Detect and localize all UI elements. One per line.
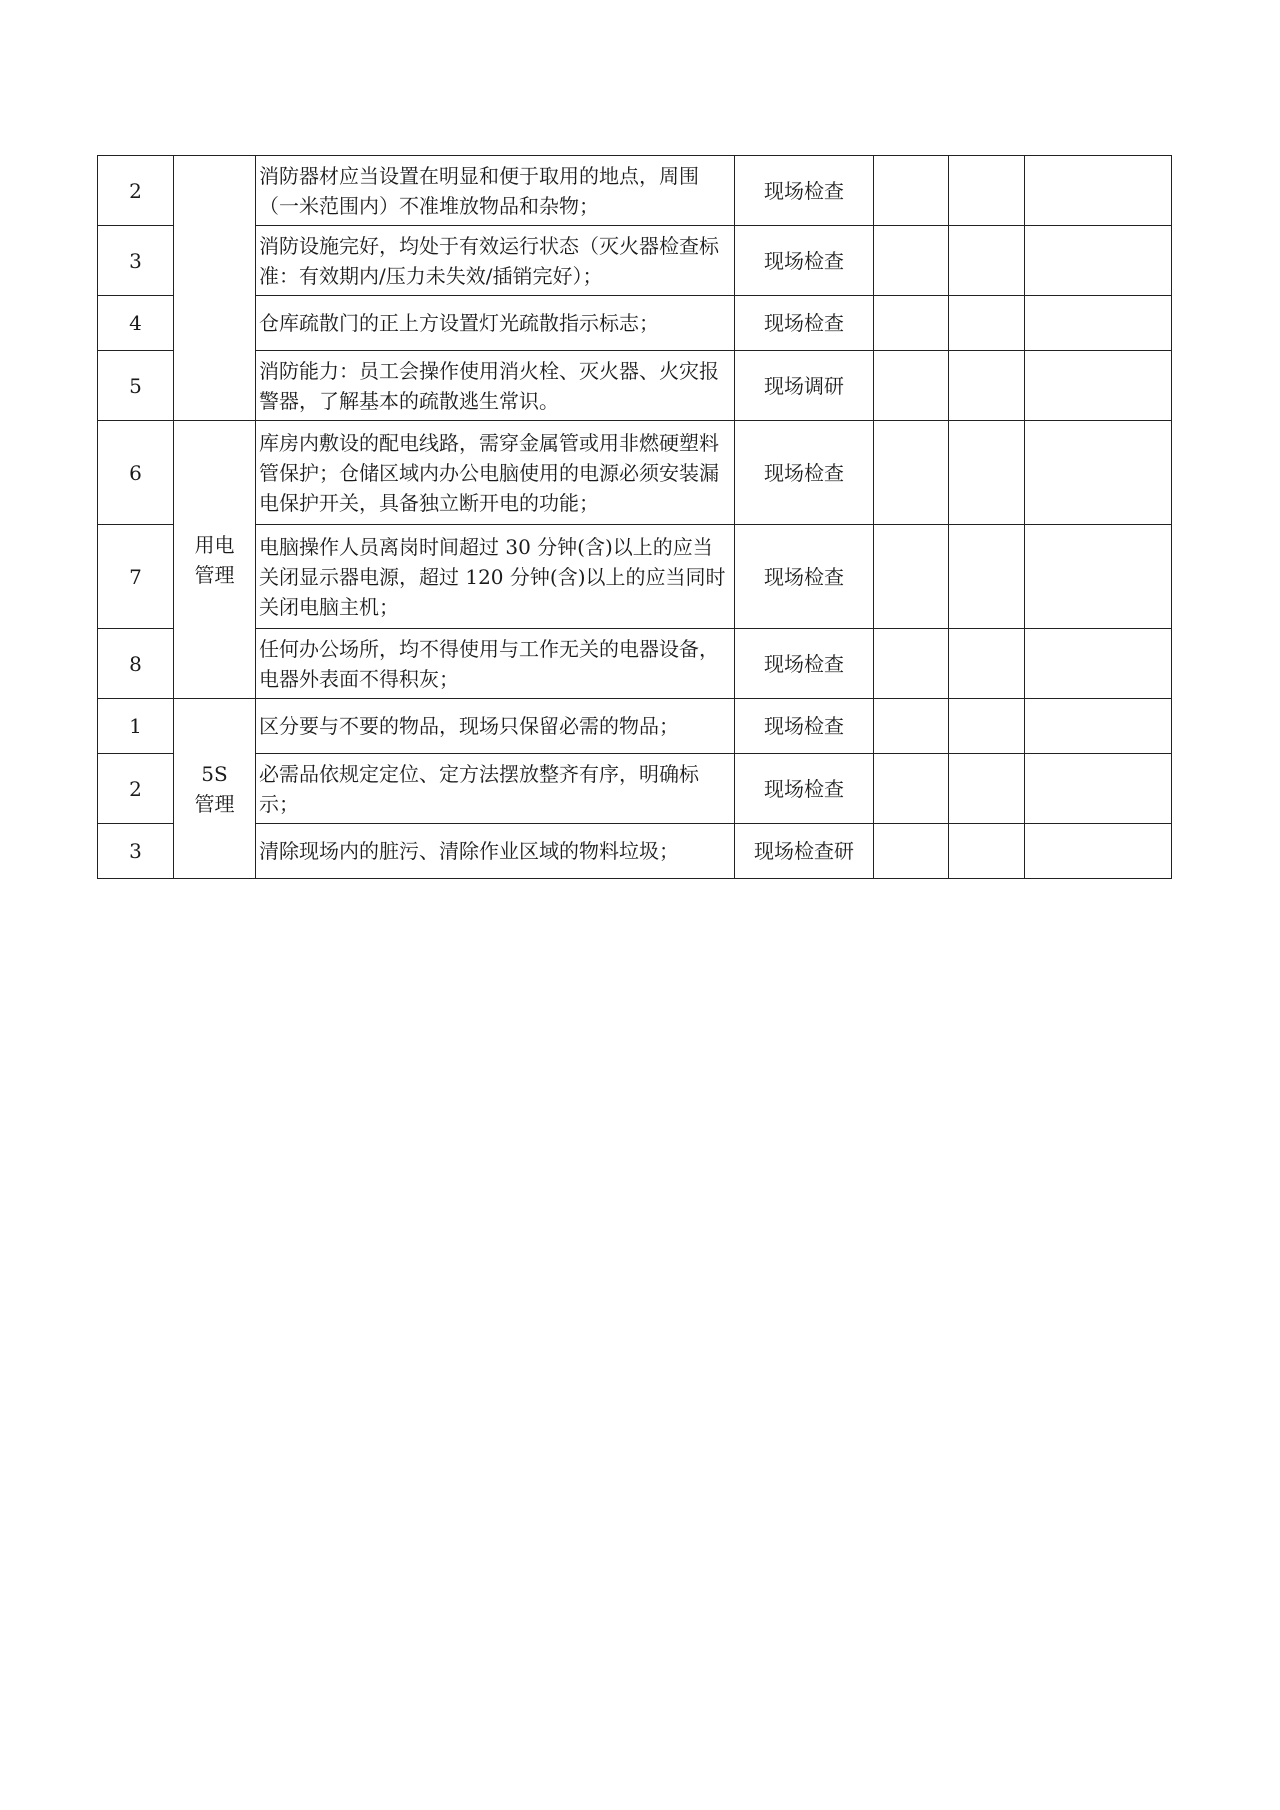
check-method: 现场检查 <box>735 629 874 699</box>
category-cell-5s <box>174 699 256 879</box>
empty-cell <box>949 296 1025 351</box>
row-number: 4 <box>98 296 174 351</box>
table-row <box>98 629 1172 699</box>
table-row <box>98 296 1172 351</box>
row-number: 3 <box>98 824 174 879</box>
empty-cell <box>1025 525 1172 629</box>
empty-cell <box>949 525 1025 629</box>
check-method: 现场检查 <box>735 156 874 226</box>
empty-cell <box>1025 421 1172 525</box>
requirement-text: 任何办公场所，均不得使用与工作无关的电器设备，电器外表面不得积灰； <box>256 629 735 699</box>
empty-cell <box>1025 824 1172 879</box>
category-label: 管理 <box>194 791 235 816</box>
table-row <box>98 226 1172 296</box>
check-method: 现场检查研 <box>735 824 874 879</box>
empty-cell <box>1025 226 1172 296</box>
empty-cell <box>949 699 1025 754</box>
requirement-text: 仓库疏散门的正上方设置灯光疏散指示标志； <box>256 296 735 351</box>
table-row <box>98 699 1172 754</box>
empty-cell <box>949 156 1025 226</box>
table-row <box>98 525 1172 629</box>
empty-cell <box>874 226 949 296</box>
category-label: 5S <box>201 761 228 786</box>
table-row <box>98 421 1172 525</box>
empty-cell <box>949 421 1025 525</box>
row-number: 3 <box>98 226 174 296</box>
category-cell-electric <box>174 421 256 699</box>
empty-cell <box>1025 699 1172 754</box>
row-number: 2 <box>98 754 174 824</box>
empty-cell <box>874 525 949 629</box>
row-number: 1 <box>98 699 174 754</box>
requirement-text: 必需品依规定定位、定方法摆放整齐有序，明确标示； <box>256 754 735 824</box>
empty-cell <box>949 226 1025 296</box>
row-number: 5 <box>98 351 174 421</box>
empty-cell <box>874 351 949 421</box>
empty-cell <box>949 824 1025 879</box>
empty-cell <box>1025 351 1172 421</box>
requirement-text: 电脑操作人员离岗时间超过 30 分钟(含)以上的应当关闭显示器电源，超过 120 分钟(含)以上的应当同时关闭电脑主机； <box>256 525 735 629</box>
check-method: 现场检查 <box>735 421 874 525</box>
table-row <box>98 824 1172 879</box>
empty-cell <box>1025 156 1172 226</box>
requirement-text: 消防器材应当设置在明显和便于取用的地点，周围（一米范围内）不准堆放物品和杂物； <box>256 156 735 226</box>
empty-cell <box>874 421 949 525</box>
empty-cell <box>874 156 949 226</box>
check-method: 现场检查 <box>735 699 874 754</box>
empty-cell <box>1025 296 1172 351</box>
empty-cell <box>949 351 1025 421</box>
empty-cell <box>874 296 949 351</box>
empty-cell <box>874 824 949 879</box>
empty-cell <box>1025 754 1172 824</box>
category-label: 管理 <box>194 562 235 587</box>
requirement-text: 消防能力：员工会操作使用消火栓、灭火器、火灾报警器，了解基本的疏散逃生常识。 <box>256 351 735 421</box>
table-row <box>98 351 1172 421</box>
row-number: 6 <box>98 421 174 525</box>
category-cell-fire <box>174 156 256 421</box>
requirement-text: 区分要与不要的物品，现场只保留必需的物品； <box>256 699 735 754</box>
check-method: 现场调研 <box>735 351 874 421</box>
check-method: 现场检查 <box>735 226 874 296</box>
check-method: 现场检查 <box>735 754 874 824</box>
requirement-text: 消防设施完好，均处于有效运行状态（灭火器检查标准：有效期内/压力未失效/插销完好）； <box>256 226 735 296</box>
empty-cell <box>949 754 1025 824</box>
empty-cell <box>1025 629 1172 699</box>
row-number: 7 <box>98 525 174 629</box>
check-method: 现场检查 <box>735 525 874 629</box>
table-row <box>98 754 1172 824</box>
category-label: 用电 <box>194 532 235 557</box>
requirement-text: 库房内敷设的配电线路，需穿金属管或用非燃硬塑料管保护；仓储区域内办公电脑使用的电源必须安装漏电保护开关，具备独立断开电的功能； <box>256 421 735 525</box>
inspection-table <box>97 155 1172 879</box>
empty-cell <box>874 629 949 699</box>
check-method: 现场检查 <box>735 296 874 351</box>
row-number: 2 <box>98 156 174 226</box>
empty-cell <box>874 699 949 754</box>
requirement-text: 清除现场内的脏污、清除作业区域的物料垃圾； <box>256 824 735 879</box>
row-number: 8 <box>98 629 174 699</box>
table-row <box>98 156 1172 226</box>
empty-cell <box>874 754 949 824</box>
empty-cell <box>949 629 1025 699</box>
